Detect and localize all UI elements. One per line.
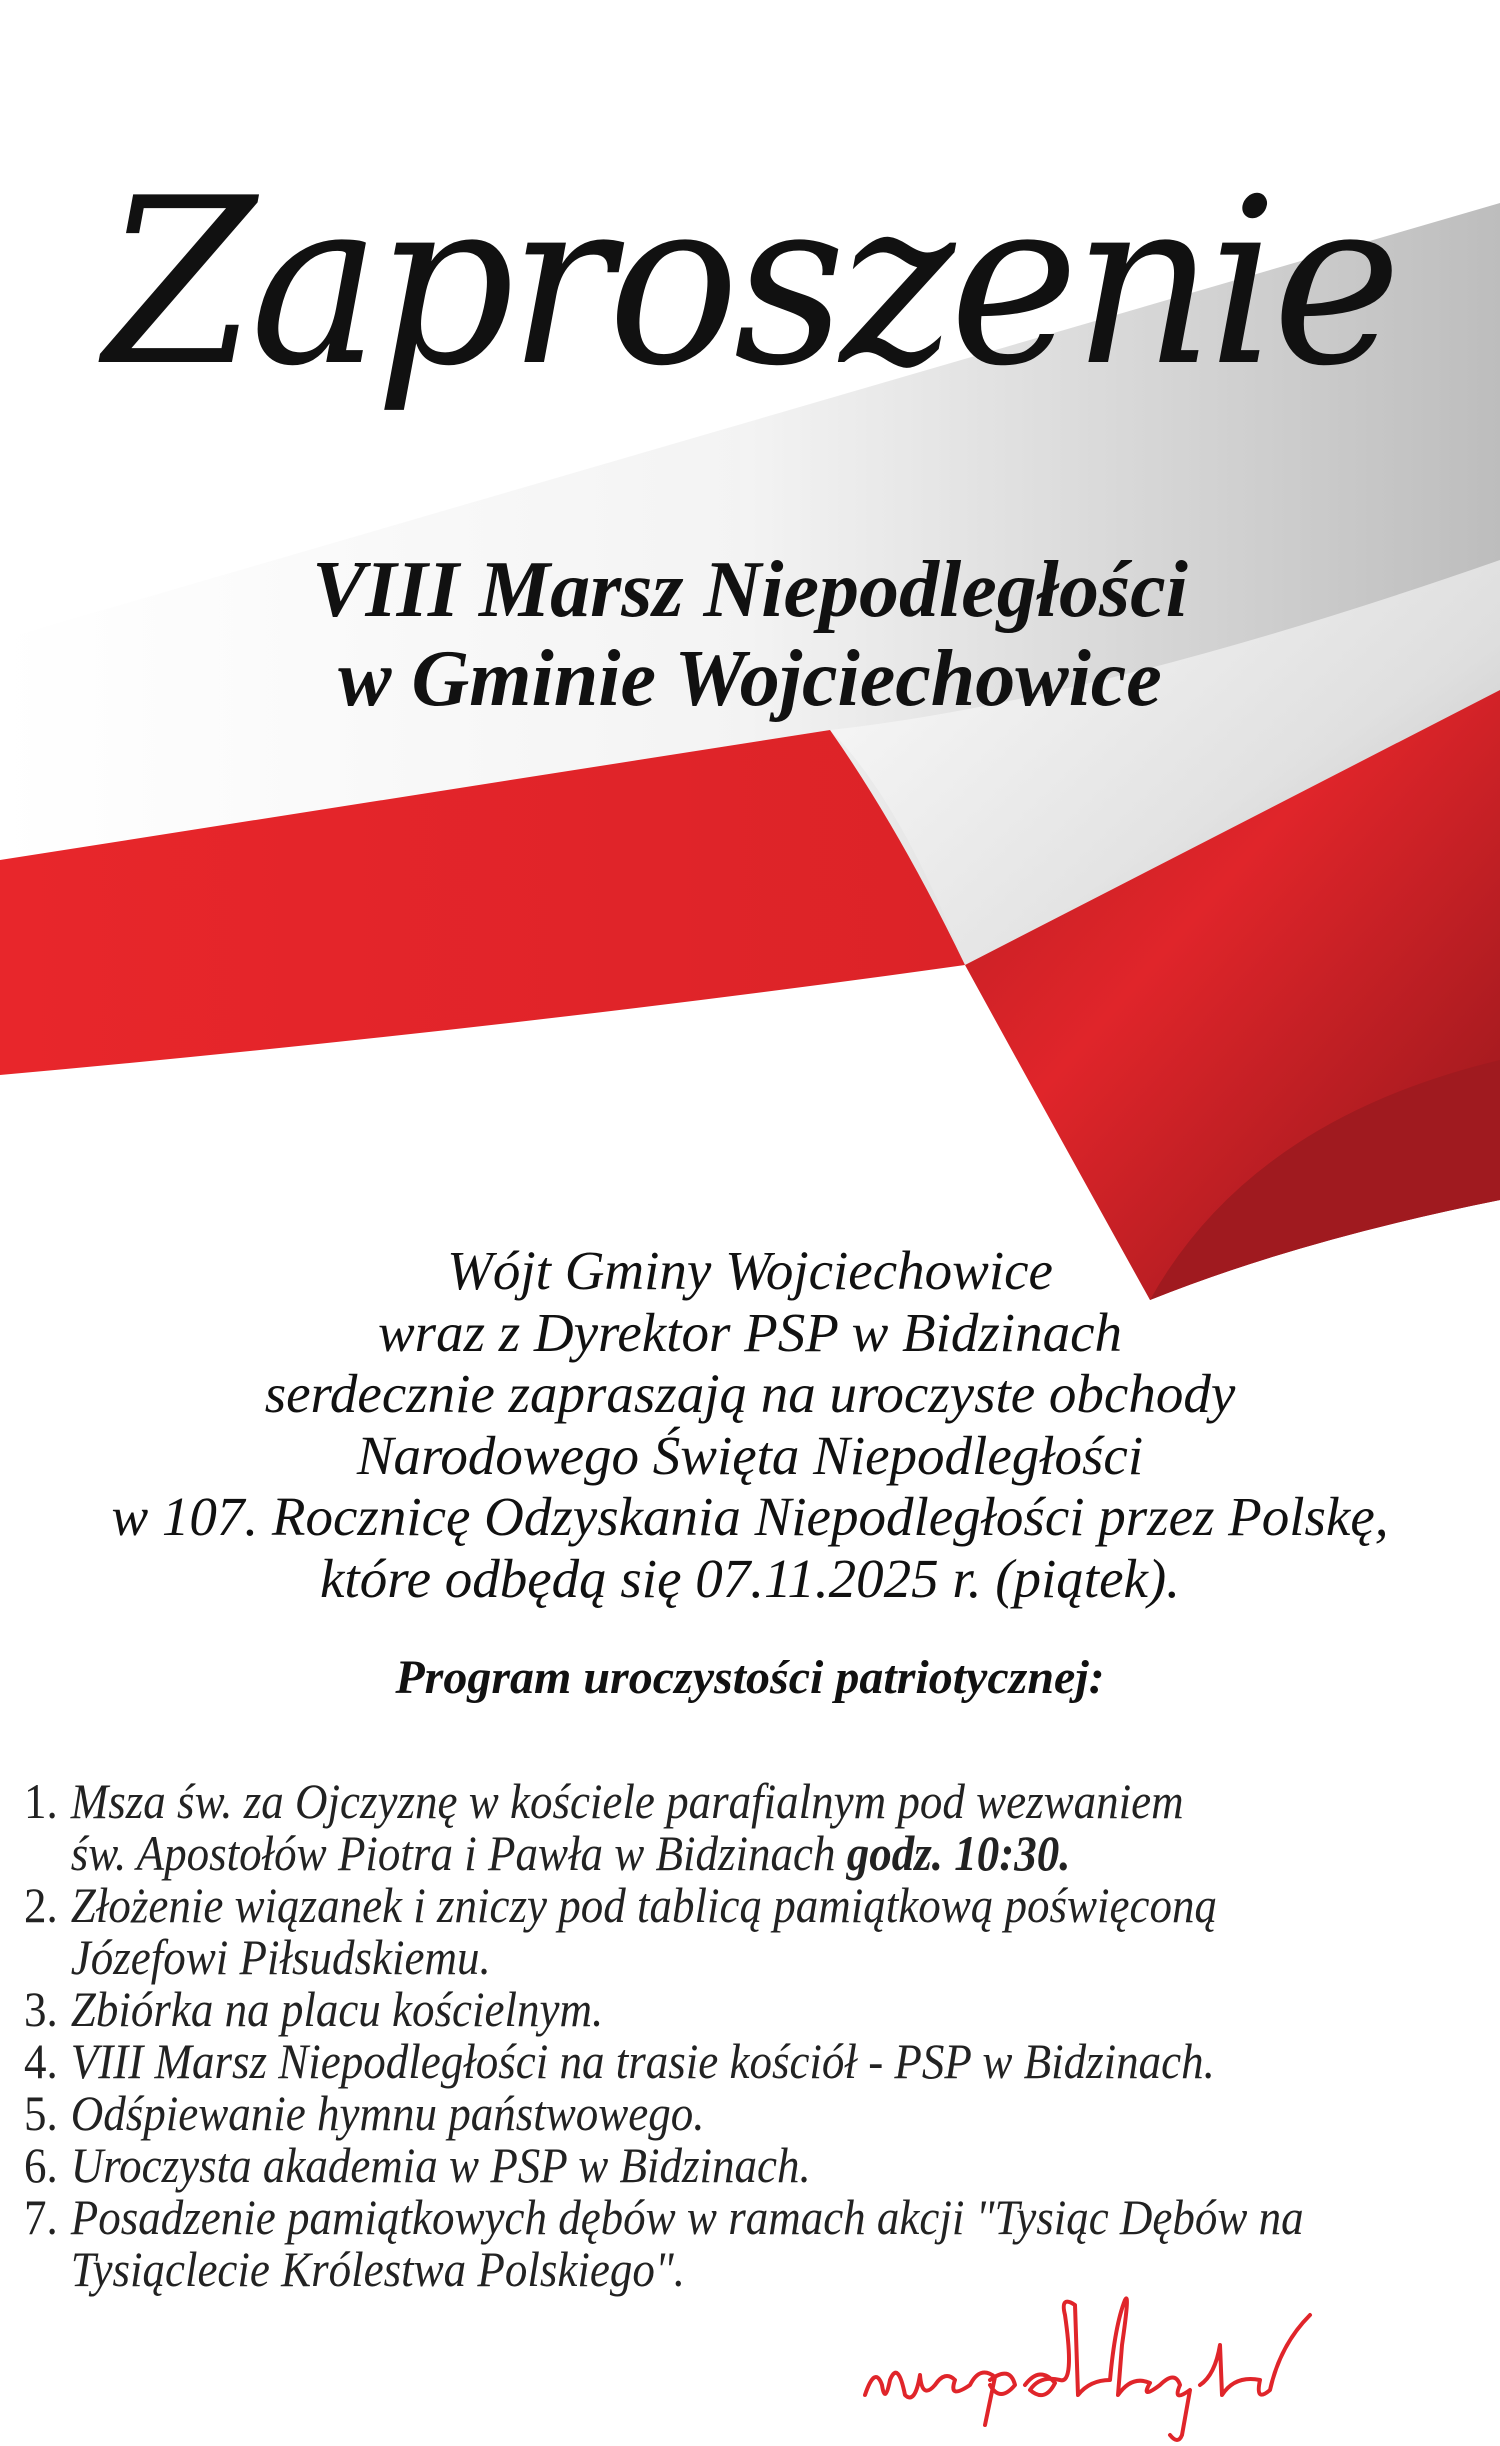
program-item-7 xyxy=(24,2191,1347,2295)
item-number: 2. xyxy=(24,1877,58,1933)
item-number: 5. xyxy=(24,2085,58,2141)
invitation-title: Zaproszenie xyxy=(104,150,1396,417)
item-text: Tysiąclecie Królestwa Polskiego". xyxy=(70,2241,686,2297)
program-item-3 xyxy=(24,1983,1347,2035)
item-text: Msza św. za Ojczyznę w kościele parafialnym pod wezwaniem xyxy=(70,1773,1184,1829)
invitation-line: wraz z Dyrektor PSP w Bidzinach xyxy=(377,1301,1122,1363)
item-text: Uroczysta akademia w PSP w Bidzinach. xyxy=(70,2137,811,2193)
program-item-4 xyxy=(24,2035,1347,2087)
event-title-line-1: VIII Marsz Niepodległości xyxy=(312,546,1188,634)
item-number: 6. xyxy=(24,2137,58,2193)
program-list xyxy=(24,1775,1347,2295)
item-number: 1. xyxy=(24,1773,58,1829)
program-item-1 xyxy=(24,1775,1347,1879)
item-text: Złożenie wiązanek i zniczy pod tablicą pamiątkową poświęconą xyxy=(70,1877,1217,1933)
item-time: godz. 10:30. xyxy=(846,1825,1071,1881)
item-text: Józefowi Piłsudskiemu. xyxy=(70,1929,491,1985)
program-item-5 xyxy=(24,2087,1347,2139)
item-text: VIII Marsz Niepodległości na trasie kościół - PSP w Bidzinach. xyxy=(70,2033,1215,2089)
invitation-line: które odbędą się 07.11.2025 r. (piątek). xyxy=(320,1547,1180,1609)
item-number: 3. xyxy=(24,1981,58,2037)
program-item-6 xyxy=(24,2139,1347,2191)
item-text: Odśpiewanie hymnu państwowego. xyxy=(70,2085,705,2141)
invitation-line: w 107. Rocznicę Odzyskania Niepodległości przez Polskę, xyxy=(111,1486,1389,1547)
invitation-text xyxy=(0,1240,1500,1609)
program-heading: Program uroczystości patriotycznej: xyxy=(395,1651,1105,1704)
item-text: św. Apostołów Piotra i Pawła w Bidzinach xyxy=(70,1825,847,1881)
item-text: Zbiórka na placu kościelnym. xyxy=(70,1981,604,2037)
item-number: 4. xyxy=(24,2033,58,2089)
invitation-line: serdecznie zapraszają na uroczyste obchody xyxy=(264,1363,1236,1424)
invitation-line: Narodowego Święta Niepodległości xyxy=(356,1424,1144,1486)
item-number: 7. xyxy=(24,2189,58,2245)
event-title-line-2: w Gminie Wojciechowice xyxy=(338,635,1162,723)
niepodlegla-signature-logo xyxy=(860,2285,1330,2445)
program-item-2 xyxy=(24,1879,1347,1983)
invitation-line: Wójt Gminy Wojciechowice xyxy=(447,1240,1053,1301)
item-text: Posadzenie pamiątkowych dębów w ramach akcji "Tysiąc Dębów na xyxy=(70,2189,1304,2245)
